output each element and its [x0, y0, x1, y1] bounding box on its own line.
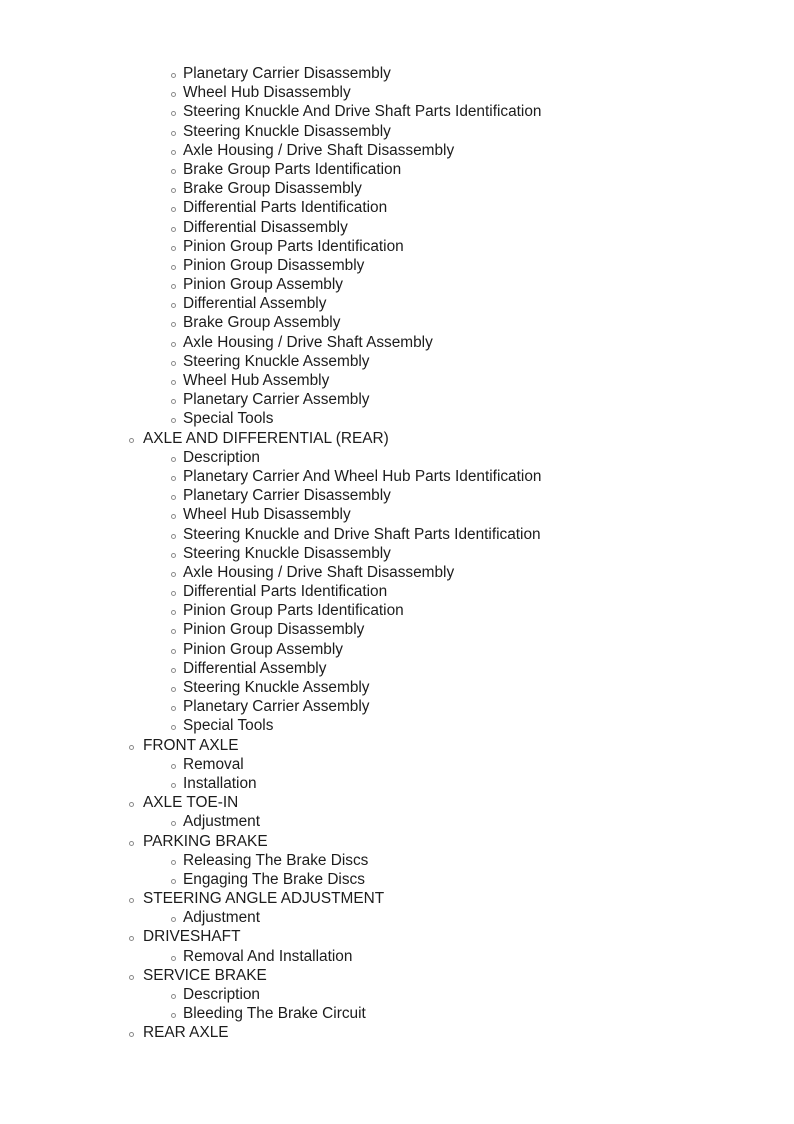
- toc-section-item[interactable]: [0, 927, 794, 946]
- circle-bullet-icon: [171, 265, 176, 270]
- circle-bullet-icon: [171, 284, 176, 289]
- circle-bullet-icon: [171, 495, 176, 500]
- circle-bullet-icon: [171, 361, 176, 366]
- toc-subsection-item[interactable]: [0, 371, 794, 390]
- toc-subsection-item[interactable]: [0, 390, 794, 409]
- toc-item-label: Planetary Carrier Assembly: [183, 698, 370, 716]
- toc-item-label: Differential Assembly: [183, 295, 327, 313]
- toc-subsection-item[interactable]: [0, 716, 794, 735]
- circle-bullet-icon: [129, 438, 134, 443]
- toc-item-label: Description: [183, 448, 260, 466]
- toc-section-item[interactable]: [0, 429, 794, 448]
- toc-item-label: Special Tools: [183, 410, 274, 428]
- toc-item-label: Bleeding The Brake Circuit: [183, 1005, 366, 1023]
- circle-bullet-icon: [171, 572, 176, 577]
- circle-bullet-icon: [171, 169, 176, 174]
- toc-item-label: Wheel Hub Disassembly: [183, 84, 351, 102]
- circle-bullet-icon: [171, 418, 176, 423]
- circle-bullet-icon: [171, 1013, 176, 1018]
- toc-item-label: Planetary Carrier And Wheel Hub Parts Identification: [183, 467, 542, 485]
- toc-subsection-item[interactable]: [0, 160, 794, 179]
- toc-subsection-item[interactable]: [0, 640, 794, 659]
- toc-item-label: Pinion Group Parts Identification: [183, 237, 404, 255]
- toc-subsection-item[interactable]: [0, 544, 794, 563]
- toc-item-label: Differential Assembly: [183, 659, 327, 677]
- circle-bullet-icon: [171, 783, 176, 788]
- circle-bullet-icon: [171, 207, 176, 212]
- circle-bullet-icon: [171, 73, 176, 78]
- circle-bullet-icon: [171, 92, 176, 97]
- toc-subsection-item[interactable]: [0, 179, 794, 198]
- toc-item-label: Removal: [183, 755, 244, 773]
- circle-bullet-icon: [171, 227, 176, 232]
- toc-section-item[interactable]: [0, 966, 794, 985]
- toc-item-label: AXLE TOE-IN: [143, 794, 239, 812]
- circle-bullet-icon: [171, 188, 176, 193]
- toc-item-label: Differential Parts Identification: [183, 199, 388, 217]
- toc-item-label: Removal And Installation: [183, 947, 353, 965]
- toc-subsection-item[interactable]: [0, 83, 794, 102]
- toc-item-label: Brake Group Assembly: [183, 314, 341, 332]
- toc-item-label: Description: [183, 986, 260, 1003]
- toc-item-label: Adjustment: [183, 813, 260, 831]
- circle-bullet-icon: [171, 476, 176, 481]
- circle-bullet-icon: [171, 649, 176, 654]
- toc-item-label: Steering Knuckle Assembly: [183, 679, 370, 696]
- toc-item-label: Pinion Group Parts Identification: [183, 602, 404, 620]
- toc-subsection-item[interactable]: [0, 409, 794, 428]
- circle-bullet-icon: [129, 975, 134, 980]
- toc-subsection-item[interactable]: [0, 582, 794, 601]
- toc-item-label: PARKING BRAKE: [143, 832, 268, 850]
- circle-bullet-icon: [171, 687, 176, 692]
- toc-item-label: Axle Housing / Drive Shaft Assembly: [183, 333, 433, 351]
- circle-bullet-icon: [171, 246, 176, 251]
- toc-item-label: SERVICE BRAKE: [143, 966, 267, 984]
- circle-bullet-icon: [171, 668, 176, 673]
- circle-bullet-icon: [171, 399, 176, 404]
- circle-bullet-icon: [171, 553, 176, 558]
- circle-bullet-icon: [171, 150, 176, 155]
- circle-bullet-icon: [171, 591, 176, 596]
- toc-item-label: Steering Knuckle and Drive Shaft Parts Identification: [183, 525, 541, 543]
- circle-bullet-icon: [171, 610, 176, 615]
- toc-subsection-item[interactable]: [0, 697, 794, 716]
- circle-bullet-icon: [129, 841, 134, 846]
- toc-subsection-item[interactable]: [0, 812, 794, 831]
- toc-item-label: Releasing The Brake Discs: [183, 851, 369, 869]
- toc-subsection-item[interactable]: [0, 218, 794, 237]
- toc-item-label: Axle Housing / Drive Shaft Disassembly: [183, 563, 455, 581]
- toc-item-label: Wheel Hub Assembly: [183, 372, 330, 389]
- circle-bullet-icon: [171, 342, 176, 347]
- circle-bullet-icon: [171, 322, 176, 327]
- circle-bullet-icon: [171, 764, 176, 769]
- toc-subsection-item[interactable]: [0, 333, 794, 352]
- toc-item-label: FRONT AXLE: [143, 736, 239, 754]
- toc-item-label: Steering Knuckle Disassembly: [183, 122, 391, 140]
- toc-section-item[interactable]: [0, 1023, 794, 1042]
- circle-bullet-icon: [171, 457, 176, 462]
- toc-subsection-item[interactable]: [0, 486, 794, 505]
- toc-item-label: Planetary Carrier Disassembly: [183, 487, 391, 505]
- toc-subsection-item[interactable]: [0, 755, 794, 774]
- toc-subsection-item[interactable]: [0, 908, 794, 927]
- circle-bullet-icon: [171, 303, 176, 308]
- toc-item-label: REAR AXLE: [143, 1024, 229, 1042]
- toc-subsection-item[interactable]: [0, 870, 794, 889]
- toc-item-label: Special Tools: [183, 717, 274, 735]
- toc-item-label: Differential Parts Identification: [183, 583, 388, 601]
- toc-item-label: Pinion Group Assembly: [183, 276, 343, 294]
- circle-bullet-icon: [171, 380, 176, 385]
- toc-subsection-item[interactable]: [0, 313, 794, 332]
- toc-item-label: Pinion Group Disassembly: [183, 256, 365, 274]
- toc-section-item[interactable]: [0, 889, 794, 908]
- toc-item-label: Wheel Hub Disassembly: [183, 506, 351, 524]
- toc-subsection-item[interactable]: [0, 467, 794, 486]
- toc-item-label: Axle Housing / Drive Shaft Disassembly: [183, 141, 455, 159]
- table-of-contents: [0, 64, 794, 1043]
- toc-item-label: DRIVESHAFT: [143, 928, 241, 946]
- toc-subsection-item[interactable]: [0, 141, 794, 160]
- toc-item-label: STEERING ANGLE ADJUSTMENT: [143, 890, 385, 908]
- circle-bullet-icon: [129, 802, 134, 807]
- toc-section-item[interactable]: [0, 832, 794, 851]
- toc-subsection-item[interactable]: [0, 851, 794, 870]
- circle-bullet-icon: [129, 745, 134, 750]
- toc-subsection-item[interactable]: [0, 237, 794, 256]
- circle-bullet-icon: [129, 1032, 134, 1037]
- circle-bullet-icon: [171, 821, 176, 826]
- circle-bullet-icon: [171, 514, 176, 519]
- toc-item-label: Pinion Group Disassembly: [183, 621, 365, 639]
- circle-bullet-icon: [171, 706, 176, 711]
- circle-bullet-icon: [171, 860, 176, 865]
- toc-subsection-item[interactable]: [0, 505, 794, 524]
- toc-subsection-item[interactable]: [0, 678, 794, 697]
- toc-item-label: Steering Knuckle Disassembly: [183, 544, 391, 562]
- toc-item-label: Adjustment: [183, 909, 260, 927]
- toc-subsection-item[interactable]: [0, 947, 794, 966]
- toc-subsection-item[interactable]: [0, 102, 794, 121]
- toc-subsection-item[interactable]: [0, 64, 794, 83]
- toc-item-label: Steering Knuckle Assembly: [183, 352, 370, 370]
- toc-item-label: AXLE AND DIFFERENTIAL (REAR): [143, 429, 389, 447]
- toc-subsection-item[interactable]: [0, 601, 794, 620]
- circle-bullet-icon: [171, 917, 176, 922]
- toc-subsection-item[interactable]: [0, 352, 794, 371]
- circle-bullet-icon: [171, 956, 176, 961]
- toc-item-label: Installation: [183, 774, 257, 792]
- circle-bullet-icon: [129, 936, 134, 941]
- toc-subsection-item[interactable]: [0, 620, 794, 639]
- toc-item-label: Steering Knuckle And Drive Shaft Parts Identification: [183, 103, 542, 121]
- toc-section-item[interactable]: [0, 793, 794, 812]
- toc-subsection-item[interactable]: [0, 563, 794, 582]
- circle-bullet-icon: [171, 994, 176, 999]
- circle-bullet-icon: [171, 111, 176, 116]
- toc-item-label: Engaging The Brake Discs: [183, 870, 365, 888]
- toc-subsection-item[interactable]: [0, 525, 794, 544]
- toc-subsection-item[interactable]: [0, 1004, 794, 1023]
- toc-subsection-item[interactable]: [0, 659, 794, 678]
- toc-item-label: Pinion Group Assembly: [183, 640, 343, 658]
- toc-item-label: Planetary Carrier Assembly: [183, 391, 370, 409]
- toc-item-label: Planetary Carrier Disassembly: [183, 65, 391, 82]
- circle-bullet-icon: [129, 898, 134, 903]
- toc-subsection-item[interactable]: [0, 198, 794, 217]
- toc-subsection-item[interactable]: [0, 448, 794, 467]
- toc-item-label: Differential Disassembly: [183, 218, 348, 236]
- toc-subsection-item[interactable]: [0, 122, 794, 141]
- circle-bullet-icon: [171, 879, 176, 884]
- toc-subsection-item[interactable]: [0, 294, 794, 313]
- toc-subsection-item[interactable]: [0, 774, 794, 793]
- toc-item-label: Brake Group Disassembly: [183, 180, 362, 198]
- circle-bullet-icon: [171, 131, 176, 136]
- toc-item-label: Brake Group Parts Identification: [183, 160, 402, 178]
- circle-bullet-icon: [171, 725, 176, 730]
- toc-subsection-item[interactable]: [0, 275, 794, 294]
- circle-bullet-icon: [171, 629, 176, 634]
- toc-subsection-item[interactable]: [0, 985, 794, 1004]
- toc-subsection-item[interactable]: [0, 256, 794, 275]
- toc-section-item[interactable]: [0, 736, 794, 755]
- circle-bullet-icon: [171, 534, 176, 539]
